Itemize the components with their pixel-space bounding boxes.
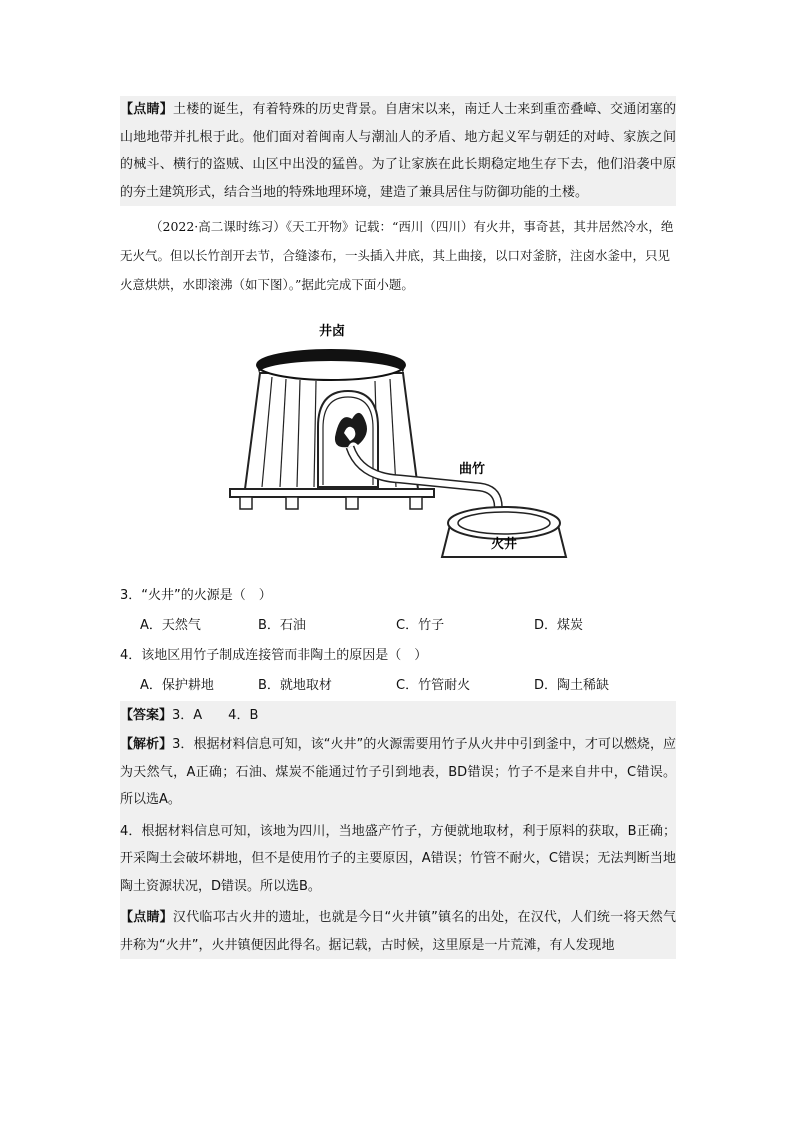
fire-well-diagram: [120, 307, 676, 577]
option-d: D．煤炭: [534, 618, 584, 633]
answer-line: [120, 701, 676, 731]
platform: [230, 489, 434, 497]
option-d: D．陶土稀缺: [534, 678, 610, 693]
answer-section: [120, 701, 676, 959]
option-b: B．石油: [258, 618, 306, 633]
analysis-p2: 4．根据材料信息可知，该地为四川，当地盛产竹子，方便就地取材，利于原料的获取，B正确；开采陶土会破坏耕地，但不是使用竹子的主要原因，A错误；竹管不耐火，C错误；无法判断当地陶土资源状况，D错误。所以选B。: [120, 823, 676, 894]
answer-tag: 【答案】: [120, 708, 173, 723]
source-text: （2022·高二课时练习）《天工开物》记载：“西川（四川）有火井，事奇甚，其井居然冷水，绝无火气。但以长竹剖开去节，合缝漆布，一头插入井底，其上曲接，以口对釜脐，注卤水釜中，只见火意烘烘，水即滚沸（如下图）。”据此完成下面小题。: [120, 219, 674, 292]
analysis-p1: [120, 731, 676, 814]
document-page: [120, 96, 676, 959]
label-bent-bamboo: 曲竹: [458, 462, 486, 477]
bottom-comment: [120, 904, 676, 959]
comment-tag: 【点睛】: [120, 102, 173, 117]
fire-well-figure: [120, 307, 676, 577]
option-c: C．竹管耐火: [396, 678, 471, 693]
analysis-text-1: 3．根据材料信息可知，该“火井”的火源需要用竹子从火井中引到釜中，才可以燃烧，应为天然气，A正确；石油、煤炭不能通过竹子引到地表，BD错误；竹子不是来自井中，C错误。所以选A。: [120, 737, 676, 807]
question-3: 3．“火井”的火源是（ ）: [120, 588, 272, 603]
option-b: B．就地取材: [258, 678, 332, 693]
question-3-options: [120, 611, 676, 641]
label-brine: 井卤: [318, 324, 346, 339]
answer-text: 3．A 4．B: [172, 708, 259, 723]
option-c: C．竹子: [396, 618, 445, 633]
analysis-tag: 【解析】: [120, 737, 173, 752]
label-fire-well: 火井: [490, 537, 518, 552]
option-a: A．天然气: [140, 618, 201, 633]
option-a: A．保护耕地: [140, 678, 214, 693]
top-comment: [120, 96, 676, 206]
comment-text: 汉代临邛古火井的遗址，也就是今日“火井镇”镇名的出处，在汉代，人们统一将天然气井称为“火井”，火井镇便因此得名。据记载，古时候，这里原是一片荒滩，有人发现地: [120, 910, 676, 953]
comment-text: 土楼的诞生，有着特殊的历史背景。自唐宋以来，南迁人士来到重峦叠嶂、交通闭塞的山地地带并扎根于此。他们面对着闽南人与潮汕人的矛盾、地方起义军与朝廷的对峙、家族之间的械斗、横行的盗贼、山区中出没的猛兽。为了让家族在此长期稳定地生存下去，他们沿袭中原的夯土建筑形式，结合当地的特殊地理环境，建造了兼具居住与防御功能的土楼。: [120, 102, 676, 200]
question-4-options: [120, 671, 676, 701]
comment-tag: 【点睛】: [120, 910, 173, 925]
question-4: 4．该地区用竹子制成连接管而非陶土的原因是（ ）: [120, 648, 428, 663]
